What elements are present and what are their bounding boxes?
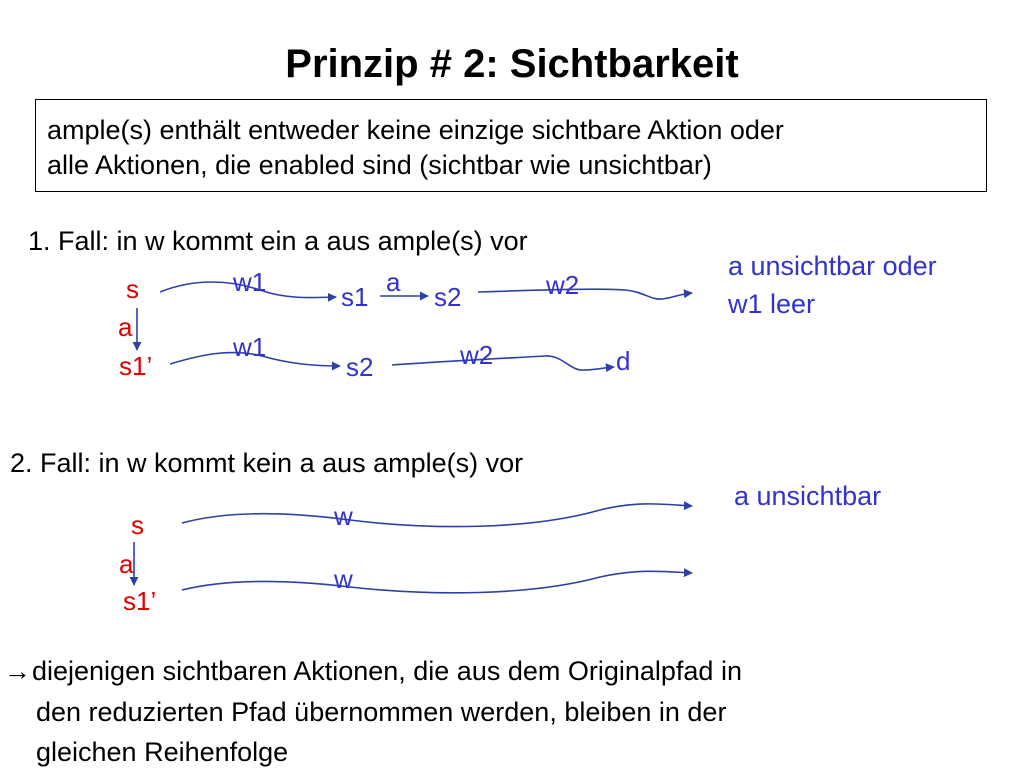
case2-state-s: s <box>131 510 144 540</box>
case1-state-s1: s1 <box>341 282 369 312</box>
case1-state-d: d <box>616 346 631 376</box>
case1-note-line-2: w1 leer <box>728 289 816 319</box>
case1-state-s: s <box>126 274 139 304</box>
conclusion-line-2: den reduzierten Pfad übernommen werden, bleiben in der <box>36 697 727 727</box>
case1-state-s1-prime: s1’ <box>119 351 153 381</box>
conclusion-line-3: gleichen Reihenfolge <box>36 737 289 767</box>
slide-title: Prinzip # 2: Sichtbarkeit <box>285 42 739 86</box>
definition-line-2: alle Aktionen, die enabled sind (sichtbar wie unsichtbar) <box>47 150 712 180</box>
case1-label-w1-bottom: w1 <box>233 332 267 362</box>
case2-heading: 2. Fall: in w kommt kein a aus ample(s) vor <box>10 448 524 478</box>
case1-label-a-edge: a <box>386 267 401 297</box>
case2-label-w-top: w <box>334 501 353 531</box>
case1-w2-bottom-arrow <box>392 356 614 370</box>
case1-w2-top-arrow <box>478 289 692 299</box>
conclusion-arrow-icon: → <box>4 656 31 686</box>
case1-state-s2-top: s2 <box>434 282 462 312</box>
definition-line-1: ample(s) enthält entweder keine einzige sichtbare Aktion oder <box>47 115 784 145</box>
case2-state-s1-prime: s1’ <box>123 586 157 616</box>
case1-label-w1-top: w1 <box>233 267 267 297</box>
case2-w-bottom-arrow <box>182 571 692 593</box>
case2-note: a unsichtbar <box>734 481 882 511</box>
case1-label-w2-top: w2 <box>546 270 580 300</box>
case2-label-w-bottom: w <box>334 564 353 594</box>
case2-action-a-label: a <box>119 549 134 579</box>
case1-note-line-1: a unsichtbar oder <box>728 251 937 281</box>
case2-w-top-arrow <box>182 504 692 527</box>
case1-heading: 1. Fall: in w kommt ein a aus ample(s) vor <box>28 226 528 256</box>
conclusion-line-1: diejenigen sichtbaren Aktionen, die aus dem Originalpfad in <box>32 656 742 686</box>
case1-label-w2-bottom: w2 <box>460 340 494 370</box>
case1-action-a-label: a <box>118 312 133 342</box>
case1-state-s2-bottom: s2 <box>346 352 374 382</box>
